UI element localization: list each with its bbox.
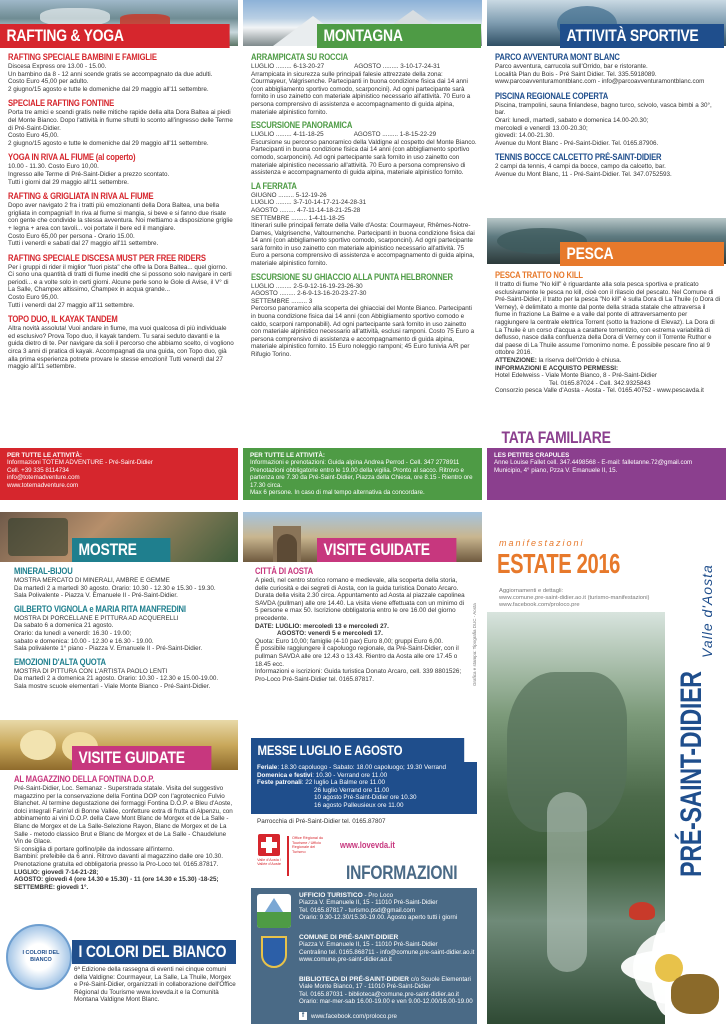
montagna-item-text: Escursione su percorso panoramico della Valdigne al cospetto del Monte Bianco. Partecipanti in buona condizione fisica dai 14 anni (con abbigliamento sportivo comodo, scarponcini). Ad ogni partecipante sarà fornito in uso zainetto con materiale alpinistico necessario all'attività. 70 Euro a persona comprensivo di assistenza e accompagnamento di guida alpina, materiale alpinistico fornito.: [251, 138, 477, 177]
visite1-dates: SETTEMBRE: giovedì 1°.: [14, 883, 89, 891]
mostre-item-heading: GILBERTO VIGNOLA e MARIA RITA MANFREDINI: [14, 603, 186, 614]
rafting-item-text: Per i gruppi di rider il miglior "fuori pista" che offre la Dora Baltea... quel giorno. Ci sono una quantità di tratti di fiume inediti che si possono solo navigare in certi periodi... e a volte solo in certi giorni. Alcune perle sono le Gole di Avise, il V° di La Salle, Champex altissimo, Champex in acqua grande... Costo Euro 95,00. Tutti i venerdì dal 27 maggio all'11 settembre.: [8, 263, 232, 309]
montagna-list: [251, 52, 477, 448]
mostre-item: [14, 604, 236, 653]
facebook-link[interactable]: www.facebook.com/proloco.pre: [311, 1012, 397, 1020]
info-block-text: Piazza V. Emanuele II, 15 - 11010 Pré-Saint-Didier Tel. 0165.87817 - turismo.psd@gmail.com Orario: 9.30-12.30/15.30-19.00. Agosto aperto tutti i giorni: [299, 899, 458, 922]
montagna-info-box: [243, 448, 482, 500]
info-panel: [251, 888, 477, 1024]
colori-banner: [72, 940, 236, 964]
flower-pot-icon: [629, 902, 655, 920]
visite2-dates: AGOSTO: venerdì 5 e mercoledì 17.: [277, 630, 383, 638]
messe-value: : 22 luglio La Balme ore 11.00: [301, 779, 385, 787]
info-banner: [346, 862, 469, 886]
mostre-item-subtitle: MOSTRA DI PORCELLANE E PITTURA AD ACQUERELLI: [14, 614, 179, 622]
montagna-dates: AGOSTO ......... 4-7-11-14-18-21-25-28: [251, 206, 361, 214]
montagna-dates: LUGLIO ......... 6-13-20-27: [251, 63, 325, 70]
montagna-item: [251, 272, 477, 359]
rafting-item-text: Dopo aver navigato 2 fra i tratti più emozionanti della Dora Baltea, una bella grigliata in compagnia!! In riva al fiume si mangia, si beve e si fanno due risate con gente che condivide la stessa avventura. Noi mettiamo a disposizione griglie + legna + area con tavoli... voi portate il bere ed il mangiare. Costo Euro 65,00 per persona - Orario 15.00. Tutti i venerdì e sabati dal 27 maggio all'11 settembre.: [8, 202, 233, 248]
mostre-item-subtitle: MOSTRA MERCATO DI MINERALI, AMBRE E GEMME: [14, 577, 170, 584]
info-block: [251, 976, 477, 1010]
rafting-info-line: Cell. +39 335 8114734: [7, 466, 69, 474]
messe-value: : 10.30 - Verrand ore 11.00: [312, 771, 388, 779]
info-title: INFORMAZIONI: [346, 863, 458, 884]
mostre-title: MOSTRE: [78, 540, 137, 559]
sportive-item-text: Parco avventura, carrucola sull'Orrido, bar e ristorante. Località Plan du Bois - Pré Saint Didier. Tel. 335.5918089. www.parcoavventuramontblanc.com - info@parcoavventuramontblanc.com: [495, 63, 705, 86]
sportive-title: ATTIVITÀ SPORTIVE: [566, 26, 699, 45]
mostre-list: [14, 566, 236, 718]
mostre-item-text: Da sabato 6 a domenica 21 agosto. Orario: da lunedì a venerdì: 16.30 - 19.00; sabato e domenica: 10.00 - 12.30 e 16.30 - 19.00. Sala polivalente 1° piano - Piazza V. Emanuele II - Pré-Saint-Didier.: [14, 622, 203, 653]
info-block-heading-suffix: - Pro Loco: [362, 892, 394, 899]
sportive-banner: [560, 24, 724, 48]
visite1-content: [14, 774, 236, 916]
rafting-item: [8, 98, 234, 147]
pesca-permit-line: Consorzio pesca Valle d'Aosta - Aosta - Tel. 0165.40752 - www.pescavda.it: [495, 387, 704, 395]
rafting-info-line: Informazioni TOTEM ADVENTURE - Pré-Saint-Didier: [7, 459, 153, 467]
montagna-dates: AGOSTO ......... 2-6-9-13-16-20-23-27-30: [251, 290, 367, 298]
sponsor-vda-logo: [252, 834, 286, 876]
sportive-item-text: Piscina, trampolini, sauna finlandese, bagno turco, scivolo, vasca bimbi a 30°, bar. Orari: lunedì, martedì, sabato e domenica 14.00-20.30; mercoledì e venerdì 13.00-20.30; giovedì: 14.00-21.30. Avenue du Mont Blanc - Pré-Saint-Didier. Tel. 0165.87906.: [495, 101, 712, 147]
facebook-icon: f: [299, 1012, 307, 1020]
rafting-item-text: Discesa Express ore 13.00 - 15.00. Un bambino da 8 - 12 anni scende gratis se accompagnato da due adulti. Costo Euro 45,00 per adulto. 2 giugno/15 agosto e tutte le domeniche dal 29 maggio all'11 settembre.: [8, 63, 213, 93]
pesca-permit-line: Hotel Edelweiss - Viale Monte Bianco, 8 - Pré-Saint-Didier: [495, 372, 657, 380]
info-block-text: Viale Monte Bianco, 17 - 11010 Pré-Saint-Didier Tel. 0165.87031 - biblioteca@comune.pre-saint-didier.ao.it Orario: mar-mer-sab 16.00-19.00 e ven 9.00-12.00/16.00-19.00: [299, 983, 473, 1006]
estate-title: ESTATE 2016: [497, 548, 621, 579]
messe-label: Domenica e festivi: [257, 771, 313, 779]
info-block: [251, 934, 477, 974]
mostre-item: [14, 657, 236, 691]
pesca-banner: [560, 242, 724, 266]
info-block-heading: BIBLIOTECA DI PRÉ-SAINT-DIDIER: [299, 976, 410, 983]
sponsor-office-logo: [287, 836, 329, 876]
visite1-banner: [72, 746, 211, 770]
montagna-item-heading: ESCURSIONE PANORAMICA: [251, 120, 353, 131]
rafting-item: [8, 152, 234, 186]
updates-link[interactable]: www.comune.pre-saint-didier.ao.it (turismo-manifestazioni): [499, 595, 650, 601]
visite2-heading: CITTÀ DI AOSTA: [255, 566, 313, 576]
familiare-line: Municipio, 4° piano, Pzza V. Emanuele II, 15.: [494, 466, 618, 474]
montagna-item: [251, 120, 477, 177]
visite1-dates: LUGLIO: giovedì 7-14-21-28;: [14, 868, 99, 876]
colori-logo: [6, 924, 72, 990]
pesca-permit-line: Tel. 0165.87024 - Cell. 342.9325843: [549, 379, 651, 387]
rafting-item-heading: RAFTING SPECIALE DISCESA MUST PER FREE RIDERS: [8, 252, 206, 263]
rafting-item-text: Porta tre amici e scendi gratis nelle mitiche rapide della alta Dora Baltea ai piedi del Monte Bianco. Dopo l'attività in fiume sfrutti lo sconto all'ingresso delle Terme di Pré-Saint-Didier. Costo Euro 45,00. 2 giugno/15 agosto e tutte le domeniche dal 29 maggio all'11 settembre.: [8, 109, 233, 147]
montagna-item-heading: LA FERRATA: [251, 180, 297, 191]
montagna-dates: AGOSTO ......... 3-10-17-24-31: [354, 63, 441, 70]
montagna-item-heading: ESCURSIONE SU GHIACCIO ALLA PUNTA HELBRONNER: [251, 271, 453, 282]
messe-banner: [251, 738, 464, 762]
sportive-item: [495, 152, 721, 178]
rafting-info-line: www.totemadventure.com: [7, 481, 79, 489]
visite2-title: VISITE GUIDATE: [323, 540, 430, 559]
credit-text: Grafica e stampa: Tipografia DUC - Aosta: [472, 603, 477, 686]
sportive-item: [495, 91, 721, 148]
montagna-banner: [317, 24, 481, 48]
montagna-dates: SETTEMBRE ......... 1-4-11-18-25: [251, 214, 345, 222]
familiare-title: TATA FAMILIARE: [501, 428, 611, 447]
mostre-item-heading: MINERAL-BIJOU: [14, 566, 73, 576]
montagna-dates: LUGLIO ......... 2-5-9-12-16-19-23-26-30: [251, 282, 363, 290]
rafting-item: [8, 191, 234, 248]
visite1-title: VISITE GUIDATE: [78, 748, 185, 767]
familiare-line: Anne Louise Fallet cell. 347.4498568 - E-mail: falletanne.72@gmail.com: [494, 459, 693, 467]
psd-logo: [671, 974, 719, 1014]
messe-title: MESSE LUGLIO E AGOSTO: [257, 742, 403, 758]
visite1-text: Pré-Saint-Didier, Loc. Semanaz - Superstrada statale. Visita del suggestivo magazzino per la conservazione della Fontina DOP con l'agrotecnico Fulvio Blanchet. Al termine degustazione dei formaggi Fontina D.O.P. e Bleu d'Aoste, dolci integrali Farin'el di Bonne Vallée, confetture extra di frutta di Alpenzu, con abbinamento ai vini D.O.P. della Cave Mont Blanc de Morgex et de La Salle - Blanc de Morgex et de La Salle-Selezione Rayon, Blanc de Morgex et de La Salle - metodo classico Brut e Blanc de Morgex et de La Salle - Chaudelune Vin de Glace. Si consiglia di portare golfino/pile da indossare all'interno. Bambini: prefeibile da 6 anni. Ritrovo davanti al magazzino dalle ore 10.30. Prenotazione gratuita ed obbligatoria presso la Pro-Loco tel. 0165.87817.: [14, 785, 233, 868]
sportive-item-text: 2 campi da tennis, 4 campi da bocce, campo da calcetto, bar. Avenue du Mont Blanc, 11 - Pré-Saint-Didier. Tel. 347.0752593.: [495, 163, 672, 178]
info-block-text: Piazza V. Emanuele II, 15 - 11010 Pré-Saint-Didier Centralino tel. 0165.868711 - info@comune.pre-saint-didier.ao.it www.comune.pre-saint-didier.ao.it: [299, 941, 475, 964]
montagna-item-text: Itinerari sulle principali ferrate della Valle d'Aosta: Courmayeur, Rhêmes-Notre-Dames, Valgrisenche, Valtournenche. Partecipanti in buona condizione fisica dai 14 anni (con abbigliamento sportivo comodo, scarponcini). Ad ogni partecipante sarà fornito in uso zainetto con materiale alpinistico necessario all'attività. 75 Euro a persona comprensivo di assistenza e accompagnamento di guida alpina, materiale alpinistico fornito.: [251, 222, 475, 268]
visite2-text-2: Quota: Euro 10,00; famiglie (4-10 pax) Euro 8,00; gruppi Euro 6,00. È possibile raggiungere il capoluogo regionale, da Pré-Saint-Didier, con il pullman SAVDA alle ore 12.43 o 13.43. Rientro da Aosta alle ore 17.45 o 18.45 ecc. Informazioni e iscrizioni: Guida turistica Donato Arcaro, cell. 339 8801526; Pro-Loco Pré-Saint-Didier tel. 0165.87817.: [255, 637, 462, 683]
familiare-banner: [495, 426, 692, 450]
rafting-banner: [0, 24, 230, 48]
sponsor-office-text: Office Régional du Tourisme / Ufficio Regionale del Turismo: [292, 836, 324, 854]
updates-link[interactable]: www.facebook.com/proloco.pre: [499, 602, 580, 608]
info-block: [251, 892, 477, 932]
lovevda-link[interactable]: www.lovevda.it: [340, 840, 395, 850]
town-name: PRÉ-SAINT-DIDIER: [675, 671, 708, 877]
visite2-content: [255, 566, 467, 734]
visite2-dates: DATE: LUGLIO: mercoledì 13 e mercoledì 27.: [255, 622, 389, 630]
messe-footer: Parrocchia di Pré-Saint-Didier tel. 0165.87807: [257, 818, 386, 825]
montagna-dates: GIUGNO ......... 5-12-19-26: [251, 191, 327, 199]
visite1-heading: AL MAGAZZINO DELLA FONTINA D.O.P.: [14, 774, 155, 784]
manifestazioni-label: manifestazioni: [499, 538, 585, 548]
pesca-title: PESCA: [566, 244, 614, 263]
sportive-item-heading: PARCO AVVENTURA MONT BLANC: [495, 52, 620, 62]
messe-label: Feste patronali: [257, 779, 302, 787]
familiare-label: LES PETITES CRAPULES: [494, 452, 570, 459]
colori-logo-text: I COLORI DEL BIANCO: [22, 950, 60, 963]
montagna-dates: SETTEMBRE ......... 3: [251, 297, 313, 305]
info-block-heading: UFFICIO TURISTICO: [299, 892, 363, 899]
rafting-list: [8, 52, 234, 452]
cover-panel: [487, 512, 726, 1024]
montagna-item-heading: ARRAMPICATA SU ROCCIA: [251, 52, 349, 62]
pesca-text: Il tratto di fiume "No kill" è riguardante alla sola pesca sportiva e praticato esclusivamente le pesca no kill, cioè con il rilascio del pescato. Nel Comune di Pré-Saint-Didier, il tratto per la pesca "No kill" è sulla Dora di La Thuile (o Dora di Verney), è delimitato a monte dal ponte della strada statale che attraversa il fiume in frazione La Balme e a valle dal ponte di attraversamento per raggiungere la centrale elettrica Torrent (sotto la frazione di Elevaz). La Dora di La Thuile è un corso d'acqua a carattere torrentizio, con estrema variabilità di deflusso, nasce dalla confluenza della Dora di Verney con il Torrente Ruthor e dal paese di La Thuile assume l'omonimo nome. È possibile pescare fino al 9 ottobre 2016.: [495, 281, 721, 357]
comune-crest-icon: [261, 936, 287, 968]
montagna-info-label: PER TUTTE LE ATTIVITÀ:: [250, 452, 325, 459]
rafting-item-text: Altra novità assoluta! Vuoi andare in fiume, ma vuoi qualcosa di più individuale ed esclusivo? Prova Topo duo, il kayak tandem. Tu sarai seduto davanti e la guida dietro di te. Per navigare da soli il percorso che abbiamo scelto, ci vogliono circa 3 anni di pratica di kayak. Accompagnati da una guida, con Topo duo, già alla prima esperienza potrete provare le stesse emozioni! Tutti venerdì dal 27 maggio all'11 settembre.: [8, 325, 234, 371]
montagna-info-line: Informazioni e prenotazioni: Guida alpina Andrea Perrod - Cell. 347 2778911: [250, 459, 460, 467]
montagna-item-text: Percorso panoramico alla scoperta dei ghiacciai del Monte Bianco. Partecipanti in buona condizione fisica dai 14 anni (con Abbigliamento sportivo comodo e caldo, scarponi ramponabili). Ad ogni partecipante sarà fornito in uso zainetto con materiale alpinistico necessario all'attività, esclusi ramponi. Costo 75 Euro a persona comprensivo di assistenza e accompagnamento di guida alpina, materiale alpinistico fornito. 15 Euro noleggio ramponi; 45 Euro funivia A/R per Rifugio Torino.: [251, 305, 475, 358]
rafting-item-heading: SPECIALE RAFTING FONTINE: [8, 98, 114, 109]
montagna-dates: LUGLIO ......... 4-11-18-25: [251, 131, 324, 139]
pesca-heading: PESCA TRATTO NO KILL: [495, 270, 583, 280]
rafting-item: [8, 253, 234, 310]
messe-value: 10 agosto Pré-Saint-Didier ore 10.30: [314, 794, 417, 802]
proloco-logo: [257, 894, 291, 928]
montagna-dates: LUGLIO ......... 3-7-10-14-17-21-24-28-31: [251, 199, 367, 207]
messe-box: [251, 762, 477, 814]
info-block-heading: COMUNE DI PRÉ-SAINT-DIDIER: [299, 934, 399, 941]
sportive-item-heading: PISCINA REGIONALE COPERTA: [495, 90, 609, 101]
rafting-info-label: PER TUTTE LE ATTIVITÀ:: [7, 452, 82, 459]
rafting-item-heading: TOPO DUO, IL KAYAK TANDEM: [8, 314, 118, 325]
updates-label: Aggiornamenti e dettagli:: [499, 588, 564, 594]
rafting-info-box: [0, 448, 238, 500]
sponsor-vda-text: Valle d'Aosta / Vallée d'Aoste: [257, 858, 281, 867]
messe-value: 26 luglio Verrand ore 11.00: [314, 786, 390, 794]
mostre-item-heading: EMOZIONI D'ALTA QUOTA: [14, 656, 106, 667]
mostre-banner: [72, 538, 170, 562]
rafting-title: RAFTING & YOGA: [6, 26, 124, 45]
familiare-info-box: [487, 448, 726, 500]
sportive-item-heading: TENNIS BOCCE CALCETTO PRÉ-SAINT-DIDIER: [495, 152, 662, 163]
rafting-item: [8, 314, 234, 371]
montagna-item-text: Arrampicata in sicurezza sulle principali falesie attrezzate della zona: Courmayeur, Valgrisenche. Partecipanti in buona condizione fisica dai 14 anni (con abbigliamento sportivo comodo, scarponcini). Ad ogni partecipante sarà fornito in uso zainetto con materiale alpinistico necessario all'attività. 70 Euro a persona comprensivo di assistenza e accompagnamento di guida alpina, materiale alpinistico fornito.: [251, 70, 471, 116]
mostre-item-text: Da martedì 2 a domenica 21 agosto. Orario: 10.30 - 12.30 e 15.00-19.00. Sala mostre scuole elementari - Viale Monte Bianco - Pré-Saint-Didier.: [14, 675, 219, 690]
rafting-item-text: 10.00 - 11.30. Costo Euro 10,00. Ingresso alle Terme di Pré-Saint-Didier a prezzo scontato. Tutti i giorni dal 29 maggio all'11 settembre.: [8, 163, 170, 186]
sportive-list: [495, 52, 721, 212]
pesca-content: [495, 270, 721, 420]
messe-value: 16 agosto Palleusieux ore 11.00: [314, 801, 404, 809]
montagna-info-line: Max 6 persone. In caso di mal tempo alternativa da concordare.: [250, 489, 425, 497]
visite2-text: A piedi, nel centro storico romano e medievale, alla scoperta della storia, delle curiosità e dei segreti di Aosta, con la guida turistica Donato Arcaro. Durata della visita 2.30 circa. Appuntamento ad Aosta al piazzale capolinea SAVDA (pullman) alle ore 14.40. La visita viene effettuata con un minimo di 5 persone e max 50. Iscrizione obbligatoria entro le ore 16.00 del giorno precedente.: [255, 577, 465, 622]
visite1-dates: AGOSTO: giovedì 4 (ore 14.30 e 15.30) - 11 (ore 14.30 e 15.30) -18-25;: [14, 876, 219, 884]
montagna-dates: AGOSTO ......... 1-8-15-22-29: [353, 131, 437, 139]
montagna-info-line: Prenotazioni obbligatorie entro le 19.00 della vigilia. Pronto al sacco. Ritrovo e partenza ore 7.30 da Pré-Saint-Didier, Piazza della Chiesa, ore 8.15 - Rientro ore 17.30 circa.: [250, 466, 473, 489]
rafting-item-heading: RAFTING SPECIALE BAMBINI E FAMIGLIE: [8, 52, 157, 62]
sportive-item: [495, 52, 721, 86]
rafting-item: [8, 52, 234, 93]
rafting-info-line: info@totemadventure.com: [7, 474, 80, 482]
mostre-item: [14, 566, 236, 600]
mostre-item-subtitle: MOSTRA DI PITTURA CON L'ARTISTA PAOLO LENTI: [14, 667, 168, 675]
visite2-banner: [317, 538, 456, 562]
pesca-attention-label: ATTENZIONE:: [495, 356, 537, 364]
montagna-item: [251, 181, 477, 268]
rafting-item-heading: RAFTING & GRIGLIATA IN RIVA AL FIUME: [8, 191, 154, 202]
pesca-permits-heading: INFORMAZIONI E ACQUISTO PERMESSI:: [495, 364, 619, 372]
messe-label: Feriale: [257, 764, 278, 771]
mostre-item-text: Da martedì 2 a martedì 30 agosto. Orario: 10.30 - 12.30 e 15.30 - 19.30. Sala Polivalente - Piazza V. Emanuele II - Pré-Saint-Didier.: [14, 584, 216, 600]
valle-label: Valle d'Aosta: [699, 564, 715, 658]
montagna-item: [251, 52, 477, 116]
colori-title: I COLORI DEL BIANCO: [78, 942, 227, 961]
info-block-heading-suffix: c/o Scuole Elementari: [409, 976, 471, 983]
pesca-attention-text: la riserva dell'Orrido è chiusa.: [538, 356, 622, 364]
messe-value: : 18.30 capoluogo - Sabato: 18.00 capoluogo; 19.30 Verrand: [277, 764, 447, 771]
montagna-title: MONTAGNA: [323, 26, 403, 45]
rafting-item-heading: YOGA IN RIVA AL FIUME (al coperto): [8, 152, 136, 163]
colori-text: 6ª Edizione della rassegna di eventi nei cinque comuni della Valdigne: Courmayeur, La Salle, La Thuile, Morgex e Pré-Saint-Didier, organizzati in collaborazione dell'Office Régional du Tourisme www.lovevda.it e la Comunità Montana Valdigne Mont Blanc.: [74, 966, 236, 1004]
